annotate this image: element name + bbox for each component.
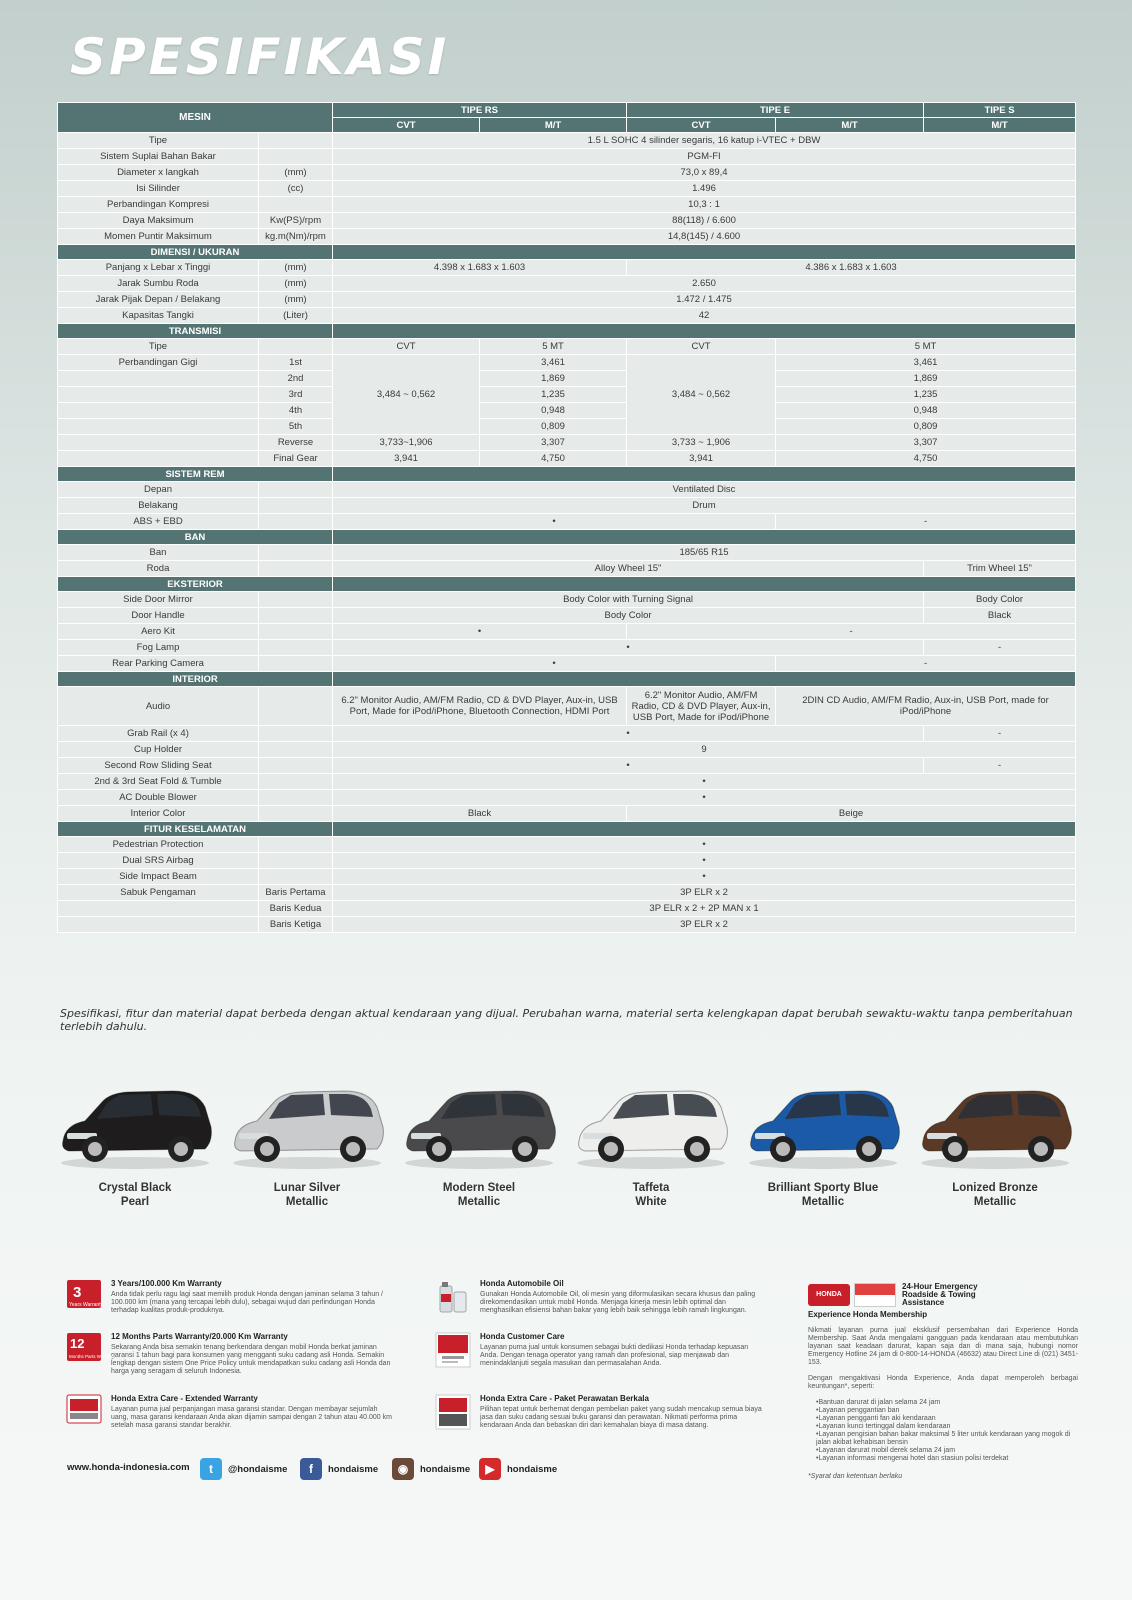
row-value: 88(118) / 6.600 [333,213,1076,229]
svg-text:12: 12 [70,1336,85,1351]
table-row [58,133,1076,149]
terms-note: *Syarat dan ketentuan berlaku [808,1473,903,1480]
row-value: 6.2" Monitor Audio, AM/FM Radio, CD & DVD Player, Aux-in, USB Port, Made for iPod/iPhone, Bluetooth Connection, HDMI Port [333,687,627,726]
twitter-handle: @hondaisme [228,1463,288,1475]
towing-card-icon [854,1283,896,1307]
row-unit [259,482,333,498]
emergency-title: 24-Hour Emergency Roadside & Towing Assistance [902,1282,978,1307]
row-unit [259,742,333,758]
section-bar [333,577,1076,592]
block-title: Honda Extra Care - Paket Perawatan Berkala [480,1394,649,1403]
row-label: Rear Parking Camera [58,656,259,672]
row-label [58,387,259,403]
list-item: • Layanan penggantian ban [816,1407,1078,1415]
row-value: 14,8(145) / 4.600 [333,229,1076,245]
section-bar [333,672,1076,687]
color-option [399,1075,559,1209]
row-value: • [333,640,924,656]
row-value: • [333,837,1076,853]
row-label: Second Row Sliding Seat [58,758,259,774]
row-value: Drum [333,498,1076,514]
row-label: Cup Holder [58,742,259,758]
row-value: 4,750 [776,451,1076,467]
table-row [58,387,1076,403]
table-row [58,339,1076,355]
row-value: 1.472 / 1.475 [333,292,1076,308]
row-unit: (mm) [259,165,333,181]
table-row [58,869,1076,885]
row-label [58,419,259,435]
car-icon [399,1075,559,1171]
row-value: 3,941 [627,451,776,467]
row-label [58,371,259,387]
twitter-link[interactable] [200,1458,287,1480]
row-value: 73,0 x 89,4 [333,165,1076,181]
row-label [58,901,259,917]
row-label: Ban [58,545,259,561]
row-unit [259,608,333,624]
header-mesin: MESIN [58,103,333,133]
table-row [58,608,1076,624]
emergency-subtitle: Experience Honda Membership [808,1310,928,1319]
row-value: 5 MT [480,339,627,355]
row-value: 6.2" Monitor Audio, AM/FM Radio, CD & DVD Player, Aux-in, USB Port, Made for iPod/iPhone [627,687,776,726]
header-e-mt: M/T [776,118,924,133]
header-tipe-e: TIPE E [627,103,924,118]
car-icon [55,1075,215,1171]
table-row [58,403,1076,419]
color-label: Modern Steel Metallic [442,1182,516,1208]
color-option [743,1075,903,1209]
table-row [58,260,1076,276]
youtube-link[interactable] [479,1458,557,1480]
table-row [58,165,1076,181]
list-item: • Layanan darurat mobil derek selama 24 jam [816,1447,1078,1455]
row-value: - [924,758,1076,774]
row-label: Door Handle [58,608,259,624]
section-header-transmisi: TRANSMISI [58,324,333,339]
header-rs-mt: M/T [480,118,627,133]
youtube-handle: hondaisme [507,1463,558,1475]
row-value: 3P ELR x 2 [333,885,1076,901]
row-unit [259,806,333,822]
row-value: 3,941 [333,451,480,467]
list-item: • Layanan informasi mengenai hotel dan stasiun polisi terdekat [816,1455,1078,1463]
table-row [58,451,1076,467]
section-bar [333,530,1076,545]
row-unit [259,774,333,790]
page-title: SPESIFIKASI [70,28,450,86]
color-option [55,1075,215,1209]
table-row [58,498,1076,514]
row-label: Daya Maksimum [58,213,259,229]
block-text: Pilihan tepat untuk berhemat dengan pembelian paket yang sudah mencakup semua biaya jasa dan suku cadang sesuai buku garansi dan perawatan. Nikmati performa prima kendaraan Anda dan bebaskan diri dari kemahalan biaya di masa datang. [480,1406,762,1429]
instagram-icon: ◉ [392,1458,414,1480]
section-header-ban: BAN [58,530,333,545]
row-value: • [333,869,1076,885]
warranty-badge-icon [67,1280,104,1308]
row-value: 1,869 [776,371,1076,387]
section-bar [333,467,1076,482]
row-label: AC Double Blower [58,790,259,806]
row-value: 0,948 [480,403,627,419]
row-value: 3P ELR x 2 + 2P MAN x 1 [333,901,1076,917]
row-value: Body Color [333,608,924,624]
section-header-interior: INTERIOR [58,672,333,687]
row-value: 1,235 [480,387,627,403]
youtube-icon: ▶ [479,1458,501,1480]
oil-bottle-icon [436,1280,470,1314]
row-unit [259,853,333,869]
row-label: Diameter x langkah [58,165,259,181]
row-label: Pedestrian Protection [58,837,259,853]
row-label: Audio [58,687,259,726]
table-row [58,853,1076,869]
emergency-assistance [808,1283,1078,1481]
block-text: Layanan purna jual perpanjangan masa garansi standar. Dengan membayar sejumlah uang, masa garansi kendaraan Anda akan dijamin sampai dengan 2 tahun atau 40.000 km setelah masa garansi standar berakhir. [111,1406,392,1429]
row-value: 4.398 x 1.683 x 1.603 [333,260,627,276]
row-unit [259,790,333,806]
row-unit: Reverse [259,435,333,451]
row-label: Momen Puntir Maksimum [58,229,259,245]
benefit-list [808,1399,1078,1463]
row-value: • [333,853,1076,869]
row-label: Aero Kit [58,624,259,640]
row-value: 9 [333,742,1076,758]
block-text: Anda tidak perlu ragu lagi saat memilih produk Honda dengan jaminan selama 3 tahun / 100.000 km (mana yang tercapai lebih dulu), sebagai wujud dari perlindungan Honda terhadap kualitas produk-produknya. [111,1291,384,1314]
row-unit [259,687,333,726]
row-value: • [333,624,627,640]
row-label: Side Door Mirror [58,592,259,608]
row-unit [259,656,333,672]
row-value: 3,307 [776,435,1076,451]
row-label [58,451,259,467]
row-value: 2.650 [333,276,1076,292]
row-unit: (cc) [259,181,333,197]
row-value: Alloy Wheel 15" [333,561,924,577]
row-value: 1.496 [333,181,1076,197]
header-tipe-rs: TIPE RS [333,103,627,118]
table-row [58,561,1076,577]
customer-care-icon [436,1333,470,1367]
row-label: Perbandingan Gigi [58,355,259,371]
row-unit: 4th [259,403,333,419]
row-label: Side Impact Beam [58,869,259,885]
list-item: • Bantuan darurat di jalan selama 24 jam [816,1399,1078,1407]
row-unit: kg.m(Nm)/rpm [259,229,333,245]
row-label: Dual SRS Airbag [58,853,259,869]
svg-text:Years Warranty: Years Warranty [69,1302,104,1308]
block-text: Layanan purna jual untuk konsumen sebagai bukti dedikasi Honda terhadap kepuasan Anda. Dengan tenaga operator yang ramah dan profesional, siap menjawab dan menindaklanjuti segala masukan dan permasalahan Anda. [480,1344,749,1367]
row-unit [259,149,333,165]
row-unit [259,592,333,608]
row-value: Black [924,608,1076,624]
list-item: • Layanan pengganti fan aki kendaraan [816,1415,1078,1423]
color-label: Lonized Bronze Metallic [952,1182,1038,1208]
color-options [55,1075,1080,1215]
extended-warranty [67,1395,397,1430]
row-value: - [924,726,1076,742]
table-row [58,229,1076,245]
row-unit [259,498,333,514]
table-row [58,687,1076,726]
row-label: Tipe [58,133,259,149]
section-header-dimensi: DIMENSI / UKURAN [58,245,333,260]
section-header-eksterior: EKSTERIOR [58,577,333,592]
block-title: Honda Extra Care - Extended Warranty [111,1394,258,1403]
row-unit: 3rd [259,387,333,403]
row-unit [259,837,333,853]
section-bar [333,245,1076,260]
car-icon [915,1075,1075,1171]
block-title: Honda Customer Care [480,1332,565,1341]
row-label: Roda [58,561,259,577]
row-value: - [776,656,1076,672]
row-value: • [333,656,776,672]
row-value: 0,809 [776,419,1076,435]
car-icon [227,1075,387,1171]
row-label: Interior Color [58,806,259,822]
row-value: Ventilated Disc [333,482,1076,498]
row-value: 3,461 [480,355,627,371]
parts-warranty-badge-icon [67,1333,115,1361]
car-icon [743,1075,903,1171]
list-item: • Layanan pengisian bahan bakar maksimal 5 liter untuk kendaraan yang mogok di jalan akibat kehabisan bensin [816,1431,1078,1447]
color-label: Lunar Silver Metallic [273,1182,341,1208]
row-label [58,435,259,451]
row-value: Black [333,806,627,822]
row-unit [259,197,333,213]
row-value: 1,235 [776,387,1076,403]
table-row [58,371,1076,387]
row-label: Jarak Pijak Depan / Belakang [58,292,259,308]
block-title: Honda Automobile Oil [480,1279,564,1288]
block-text: Gunakan Honda Automobile Oil, oli mesin yang diformulasikan secara khusus dan paling direkomendasikan untuk mobil Honda. Menjaga kinerja mesin lebih optimal dan menghasilkan efisiensi bahan bakar yang lebih baik sehingga lebih ramah lingkungan. [480,1291,756,1314]
table-row [58,197,1076,213]
row-unit: 5th [259,419,333,435]
row-value: • [333,774,1076,790]
row-unit [259,514,333,530]
section-bar [333,822,1076,837]
facebook-icon: f [300,1458,322,1480]
row-unit: 2nd [259,371,333,387]
row-value: PGM-FI [333,149,1076,165]
table-row [58,545,1076,561]
table-row [58,901,1076,917]
website-link[interactable]: www.honda-indonesia.com [67,1462,190,1473]
row-value: 42 [333,308,1076,324]
svg-text:Months Parts Warranty: Months Parts Warranty [69,1354,115,1359]
row-label: Fog Lamp [58,640,259,656]
row-label: Belakang [58,498,259,514]
table-row [58,790,1076,806]
row-unit [259,339,333,355]
automobile-oil [436,1280,766,1315]
block-title: 12 Months Parts Warranty/20.000 Km Warranty [111,1332,288,1341]
row-value: 3,461 [776,355,1076,371]
table-row [58,355,1076,371]
row-value: Body Color [924,592,1076,608]
row-unit [259,624,333,640]
row-value: CVT [627,339,776,355]
row-unit: Baris Ketiga [259,917,333,933]
table-row [58,592,1076,608]
instagram-handle: hondaisme [420,1463,471,1475]
row-value: • [333,726,924,742]
table-row [58,514,1076,530]
maintenance-package-icon [436,1395,470,1429]
honda-membership-logo: HONDA [808,1284,850,1306]
section-header-keselamatan: FITUR KESELAMATAN [58,822,333,837]
table-row [58,276,1076,292]
table-row [58,435,1076,451]
extra-care-icon [67,1395,101,1423]
header-s-mt: M/T [924,118,1076,133]
row-label [58,403,259,419]
table-row [58,656,1076,672]
row-unit: (mm) [259,276,333,292]
row-label: Sistem Suplai Bahan Bakar [58,149,259,165]
row-value: 2DIN CD Audio, AM/FM Radio, Aux-in, USB Port, made for iPod/iPhone [776,687,1076,726]
table-row [58,213,1076,229]
emergency-text: Nikmati layanan purna jual eksklusif persembahan dari Experience Honda Membership. Saat Anda mengalami gangguan pada kendaraan atau membutuhkan layanan saat keadaan darurat, kapan saja dan di mana saja, hubungi nomor Emergency Hotline 24 jam di 0-800-14-HONDA (46632) atau Direct Line di (021) 3451-153. [808,1327,1078,1366]
table-row [58,837,1076,853]
row-label: ABS + EBD [58,514,259,530]
e-cvt-ratio: 3,484 ~ 0,562 [627,355,776,435]
table-row [58,774,1076,790]
row-unit: Baris Pertama [259,885,333,901]
row-label: Kapasitas Tangki [58,308,259,324]
section-bar [333,324,1076,339]
row-label [58,917,259,933]
warranty-3-years [67,1280,397,1315]
row-unit [259,561,333,577]
table-row [58,917,1076,933]
table-row [58,624,1076,640]
table-row [58,885,1076,901]
table-row [58,482,1076,498]
block-text: Sekarang Anda bisa semakin tenang berkendara dengan mobil Honda berkat jaminan garansi 1 tahun bagi para konsumen yang mengganti suku cadang asli Honda. Semakin lengkap dengan sistem One Price Policy untuk mendapatkan suku cadang asli Honda dan harga yang seragam di seluruh Indonesia. [111,1344,391,1375]
row-label: Perbandingan Kompresi [58,197,259,213]
twitter-icon: t [200,1458,222,1480]
spec-table [57,102,1076,933]
row-unit [259,133,333,149]
row-unit: 1st [259,355,333,371]
row-value: Body Color with Turning Signal [333,592,924,608]
maintenance-package [436,1395,766,1430]
row-unit: (mm) [259,260,333,276]
facebook-handle: hondaisme [328,1463,379,1475]
row-value: - [627,624,1076,640]
header-tipe-s: TIPE S [924,103,1076,118]
color-label: Crystal Black Pearl [98,1182,172,1208]
row-unit [259,545,333,561]
row-unit: Kw(PS)/rpm [259,213,333,229]
row-value: 3,733 ~ 1,906 [627,435,776,451]
row-value: 4.386 x 1.683 x 1.603 [627,260,1076,276]
row-unit: (mm) [259,292,333,308]
header-e-cvt: CVT [627,118,776,133]
section-header-rem: SISTEM REM [58,467,333,482]
list-item: • Layanan kunci tertinggal dalam kendaraan [816,1423,1078,1431]
row-unit [259,726,333,742]
customer-care [436,1333,766,1368]
row-unit [259,640,333,656]
row-label: 2nd & 3rd Seat Fold & Tumble [58,774,259,790]
row-label: Tipe [58,339,259,355]
row-value: 5 MT [776,339,1076,355]
row-value: 10,3 : 1 [333,197,1076,213]
row-value: 1,869 [480,371,627,387]
row-unit [259,758,333,774]
facebook-link[interactable] [300,1458,378,1480]
table-row [58,758,1076,774]
row-unit: (Liter) [259,308,333,324]
row-label: Isi Silinder [58,181,259,197]
row-value: Beige [627,806,1076,822]
row-value: - [924,640,1076,656]
table-row [58,181,1076,197]
table-row [58,726,1076,742]
table-row [58,640,1076,656]
table-row [58,742,1076,758]
row-value: 3,733~1,906 [333,435,480,451]
block-title: 3 Years/100.000 Km Warranty [111,1279,222,1288]
row-value: 3P ELR x 2 [333,917,1076,933]
emergency-text: Dengan mengaktivasi Honda Experience, Anda dapat memperoleh berbagai keuntungan*, seperti: [808,1375,1078,1390]
color-label: Taffeta White [632,1182,670,1208]
disclaimer: Spesifikasi, fitur dan material dapat berbeda dengan aktual kendaraan yang dijual. Perubahan warna, material serta kelengkapan dapat berubah sewaktu-waktu tanpa pemberitahuan terlebih dahulu. [60,1007,1073,1033]
color-option [915,1075,1075,1209]
color-option [571,1075,731,1209]
rs-cvt-ratio: 3,484 ~ 0,562 [333,355,480,435]
row-label: Sabuk Pengaman [58,885,259,901]
row-value: 1.5 L SOHC 4 silinder segaris, 16 katup i-VTEC + DBW [333,133,1076,149]
row-value: CVT [333,339,480,355]
row-unit: Baris Kedua [259,901,333,917]
row-label: Jarak Sumbu Roda [58,276,259,292]
table-row [58,308,1076,324]
header-rs-cvt: CVT [333,118,480,133]
table-row [58,419,1076,435]
row-label: Panjang x Lebar x Tinggi [58,260,259,276]
row-unit [259,869,333,885]
row-value: 3,307 [480,435,627,451]
car-icon [571,1075,731,1171]
row-value: - [776,514,1076,530]
row-value: 4,750 [480,451,627,467]
svg-text:3: 3 [73,1284,82,1301]
row-value: • [333,758,924,774]
warranty-12-months [67,1333,397,1376]
row-label: Depan [58,482,259,498]
row-value: 0,948 [776,403,1076,419]
row-value: 0,809 [480,419,627,435]
row-value: Trim Wheel 15" [924,561,1076,577]
color-option [227,1075,387,1209]
table-row [58,149,1076,165]
color-label: Brilliant Sporty Blue Metallic [767,1182,879,1208]
row-value: 185/65 R15 [333,545,1076,561]
instagram-link[interactable] [392,1458,470,1480]
row-unit: Final Gear [259,451,333,467]
table-row [58,292,1076,308]
row-label: Grab Rail (x 4) [58,726,259,742]
row-value: • [333,790,1076,806]
row-value: • [333,514,776,530]
table-row [58,806,1076,822]
